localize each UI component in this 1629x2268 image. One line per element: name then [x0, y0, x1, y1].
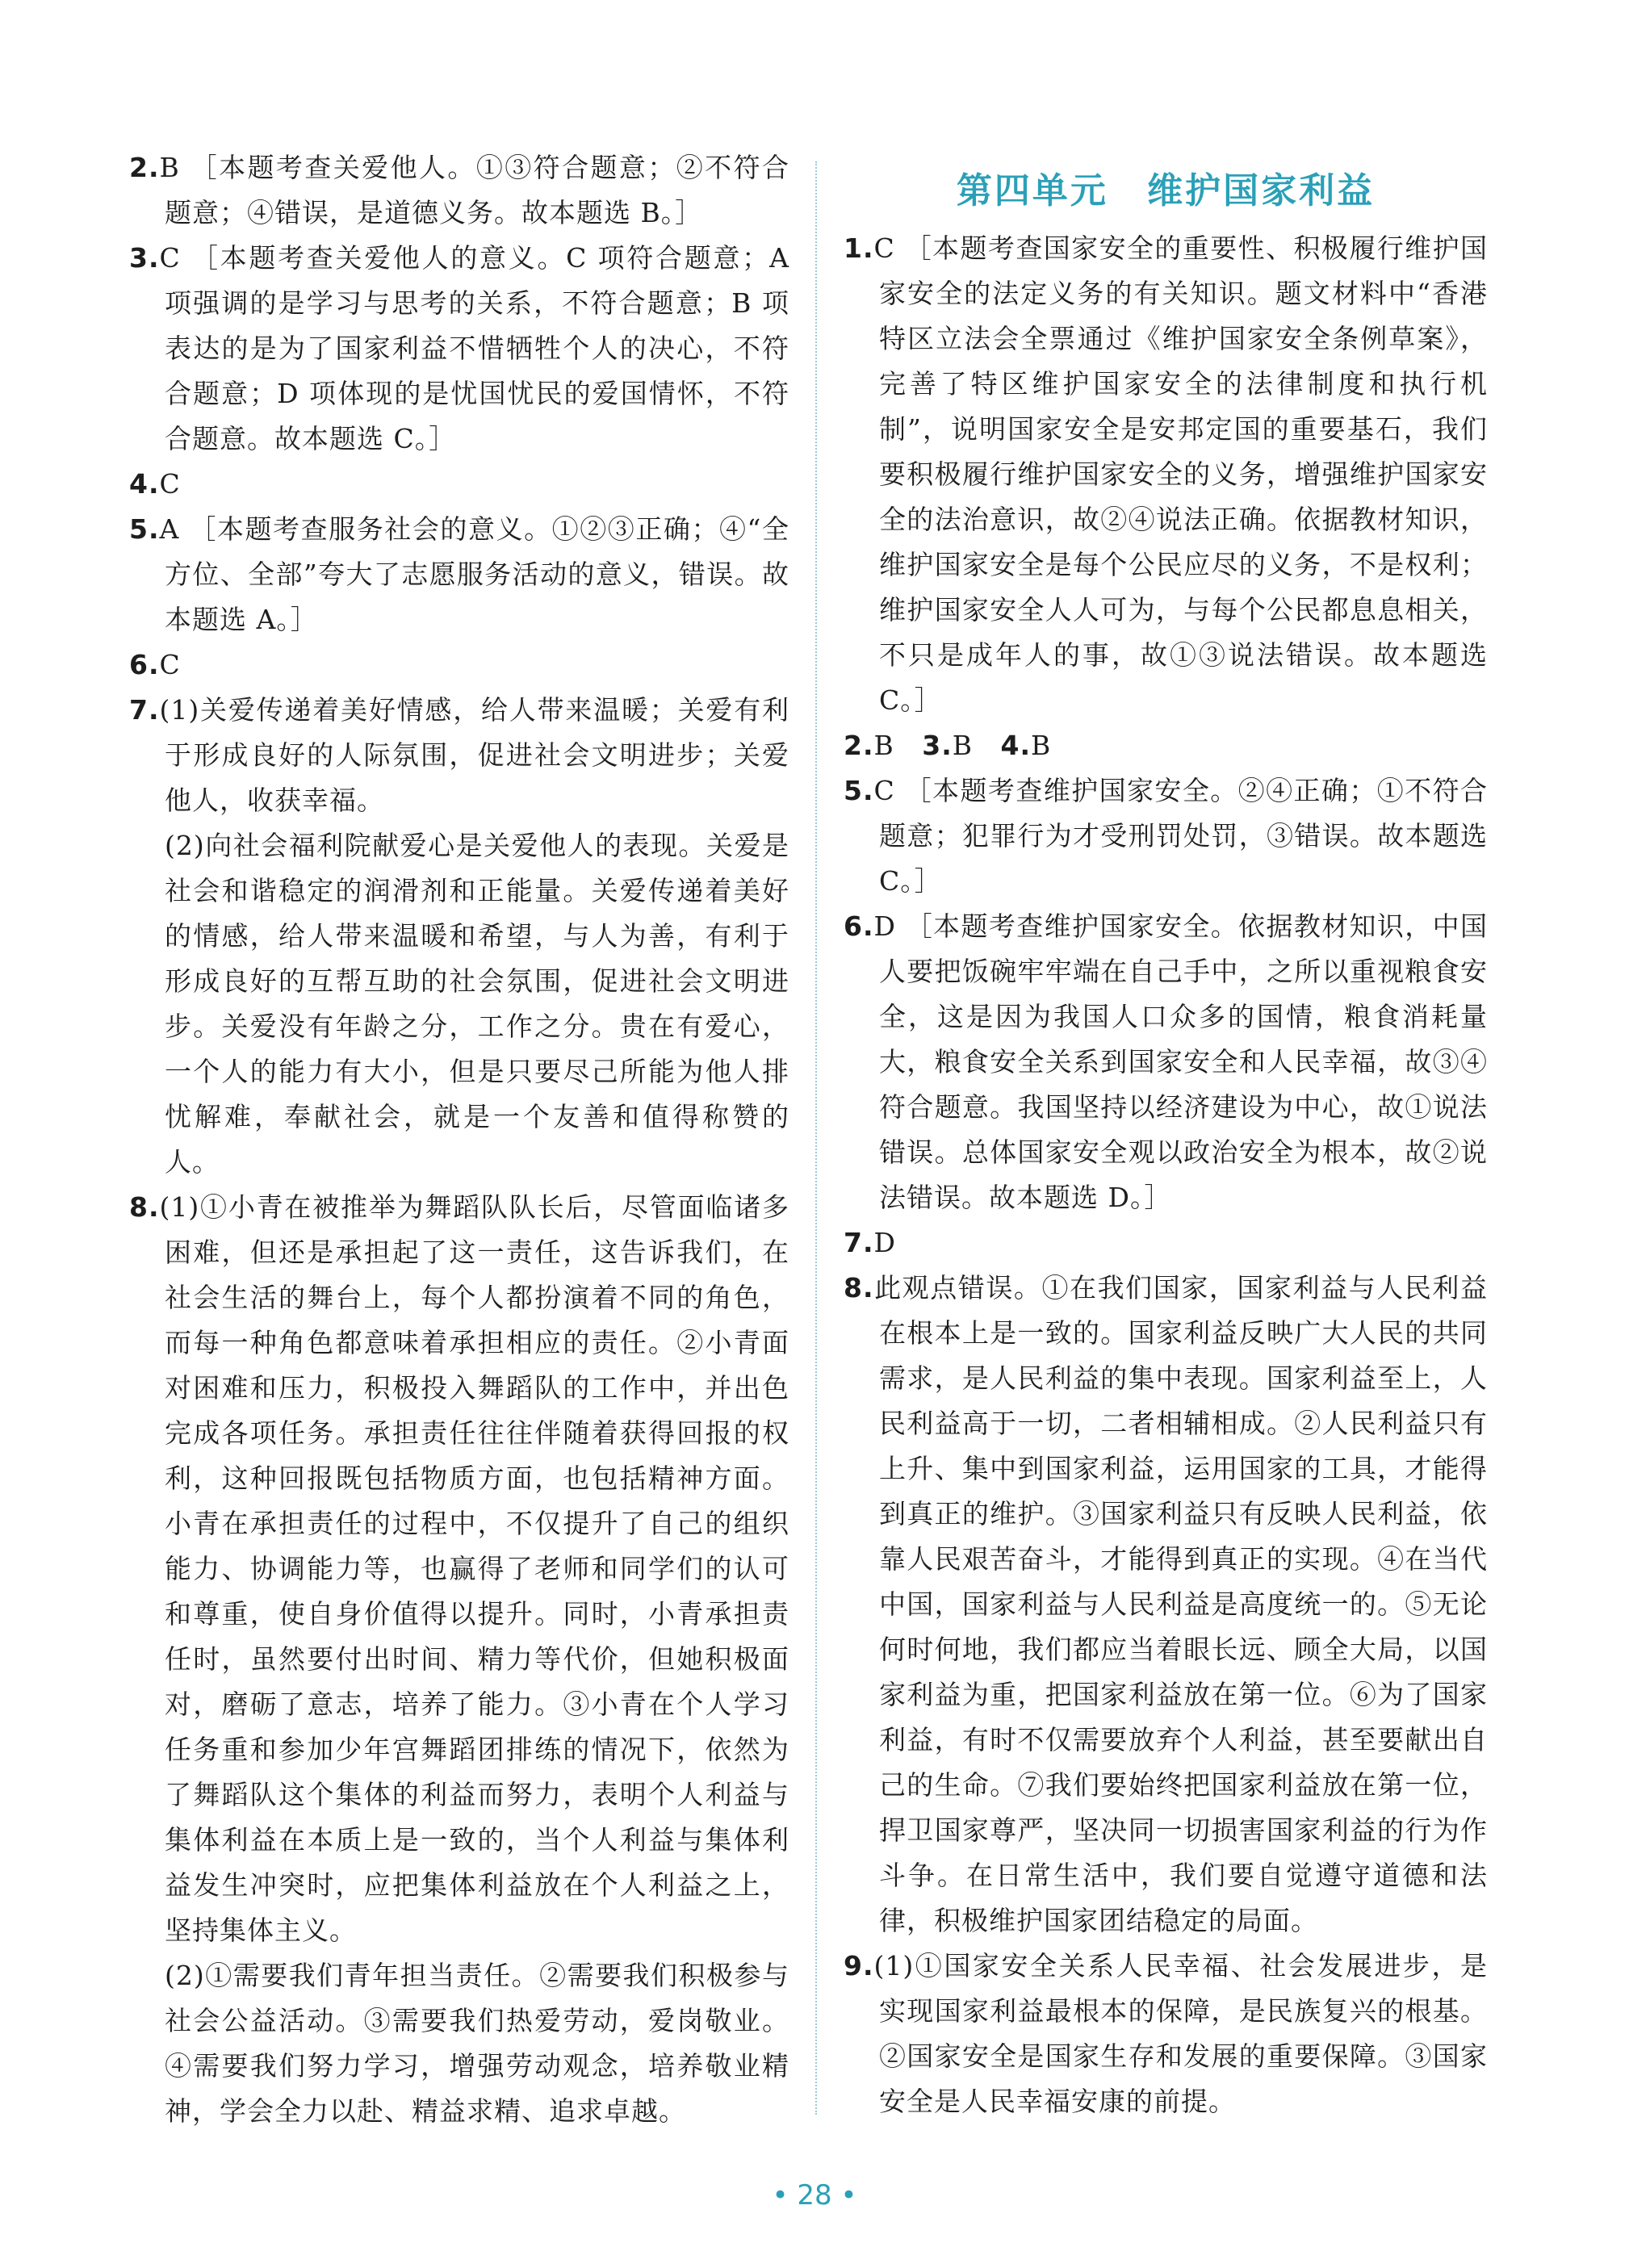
answer-text: D ［本题考查维护国家安全。依据教材知识，中国人要把饭碗牢牢端在自己手中，之所以重视粮食安全，这是因为我国人口众多的国情，粮食消耗量大，粮食安全关系到国家安全和人民幸福，故③④符合题意。我国坚持以经济建设为中心，故①说法错误。总体国家安全观以政治安全为根本，故②说法错误。故本题选 D。］	[873, 910, 1488, 1213]
answer-4: 4.C	[129, 468, 181, 500]
page-number: • 28 •	[772, 2179, 857, 2212]
answer-text: B ［本题考查关爱他人。①③符合题意；②不符合题意；④错误，是道德义务。故本题选 B。］	[159, 152, 789, 228]
answer-text: C ［本题考查维护国家安全。②④正确；①不符合题意；犯罪行为才受刑罚处罚，③错误。故本题选 C。］	[873, 775, 1488, 897]
answer-text: A ［本题考查服务社会的意义。①②③正确；④“全方位、全部”夸大了志愿服务活动的意义，错误。故本题选 A。］	[159, 513, 789, 635]
answer-text: B	[873, 730, 894, 761]
answer-text: C	[159, 649, 181, 680]
answer-text: (1)①国家安全关系人民幸福、社会发展进步，是实现国家利益最根本的保障，是民族复兴的根基。②国家安全是国家生存和发展的重要保障。③国家安全是人民幸福安康的前提。	[873, 1950, 1488, 2117]
answer-2: 2.B ［本题考查关爱他人。①③符合题意；②不符合题意；④错误，是道德义务。故本题选 B。］	[129, 152, 789, 228]
answer-6: 6.D ［本题考查维护国家安全。依据教材知识，中国人要把饭碗牢牢端在自己手中，之所以重视粮食安全，这是因为我国人口众多的国情，粮食消耗量大，粮食安全关系到国家安全和人民幸福，故③④符合题意。我国坚持以经济建设为中心，故①说法错误。总体国家安全观以政治安全为根本，故②说法错误。故本题选 D。］	[844, 910, 1488, 1213]
answer-5: 5.C ［本题考查维护国家安全。②④正确；①不符合题意；犯罪行为才受刑罚处罚，③错误。故本题选 C。］	[844, 775, 1488, 897]
answer-3: 3.C ［本题考查关爱他人的意义。C 项符合题意；A 项强调的是学习与思考的关系，不符合题意；B 项表达的是为了国家利益不惜牺牲个人的决心，不符合题意；D 项体现的是忧国忧民的爱国情怀，不符合题意。故本题选 C。］	[129, 242, 789, 454]
answer-5: 5.A ［本题考查服务社会的意义。①②③正确；④“全方位、全部”夸大了志愿服务活动的意义，错误。故本题选 A。］	[129, 513, 789, 635]
answer-text: C ［本题考查关爱他人的意义。C 项符合题意；A 项强调的是学习与思考的关系，不符合题意；B 项表达的是为了国家利益不惜牺牲个人的决心，不符合题意；D 项体现的是忧国忧民的爱国情怀，不符合题意。故本题选 C。］	[159, 242, 789, 454]
answer-7: 7.D	[844, 1227, 896, 1258]
answer-6: 6.C	[129, 649, 181, 680]
answer-8: 8.(1)①小青在被推举为舞蹈队队长后，尽管面临诸多困难，但还是承担起了这一责任，这告诉我们，在社会生活的舞台上，每个人都扮演着不同的角色，而每一种角色都意味着承担相应的责任。②小青面对困难和压力，积极投入舞蹈队的工作中，并出色完成各项任务。承担责任往往伴随着获得回报的权利，这种回报既包括物质方面，也包括精神方面。小青在承担责任的过程中，不仅提升了自己的组织能力、协调能力等，也赢得了老师和同学们的认可和尊重，使自身价值得以提升。同时，小青承担责任时，虽然要付出时间、精力等代价，但她积极面对，磨砺了意志，培养了能力。③小青在个人学习任务重和参加少年宫舞蹈团排练的情况下，依然为了舞蹈队这个集体的利益而努力，表明个人利益与集体利益在本质上是一致的，当个人利益与集体利益发生冲突时，应把集体利益放在个人利益之上，坚持集体主义。	[129, 1191, 789, 1946]
answer-text: (1)①小青在被推举为舞蹈队队长后，尽管面临诸多困难，但还是承担起了这一责任，这告诉我们，在社会生活的舞台上，每个人都扮演着不同的角色，而每一种角色都意味着承担相应的责任。②小青面对困难和压力，积极投入舞蹈队的工作中，并出色完成各项任务。承担责任往往伴随着获得回报的权利，这种回报既包括物质方面，也包括精神方面。小青在承担责任的过程中，不仅提升了自己的组织能力、协调能力等，也赢得了老师和同学们的认可和尊重，使自身价值得以提升。同时，小青承担责任时，虽然要付出时间、精力等代价，但她积极面对，磨砺了意志，培养了能力。③小青在个人学习任务重和参加少年宫舞蹈团排练的情况下，依然为了舞蹈队这个集体的利益而努力，表明个人利益与集体利益在本质上是一致的，当个人利益与集体利益发生冲突时，应把集体利益放在个人利益之上，坚持集体主义。	[159, 1191, 789, 1946]
answer-text: C ［本题考查国家安全的重要性、积极履行维护国家安全的法定义务的有关知识。题文材料中“香港特区立法会全票通过《维护国家安全条例草案》，完善了特区维护国家安全的法律制度和执行机制”，说明国家安全是安邦定国的重要基石，我们要积极履行维护国家安全的义务，增强维护国家安全的法治意识，故②④说法正确。依据教材知识，维护国家安全是每个公民应尽的义务，不是权利；维护国家安全人人可为，与每个公民都息息相关，不只是成年人的事，故①③说法错误。故本题选 C。］	[873, 232, 1488, 716]
answer-8-part-2: (2)①需要我们青年担当责任。②需要我们积极参与社会公益活动。③需要我们热爱劳动，爱岗敬业。④需要我们努力学习，增强劳动观念，培养敬业精神，学会全力以赴、精益求精、追求卓越。	[165, 1960, 789, 2127]
answer-9: 9.(1)①国家安全关系人民幸福、社会发展进步，是实现国家利益最根本的保障，是民族复兴的根基。②国家安全是国家生存和发展的重要保障。③国家安全是人民幸福安康的前提。	[844, 1950, 1488, 2117]
answer-text: B	[1031, 730, 1052, 761]
left-column	[129, 145, 789, 2134]
answer-1: 1.C ［本题考查国家安全的重要性、积极履行维护国家安全的法定义务的有关知识。题文材料中“香港特区立法会全票通过《维护国家安全条例草案》，完善了特区维护国家安全的法律制度和执行机制”，说明国家安全是安邦定国的重要基石，我们要积极履行维护国家安全的义务，增强维护国家安全的法治意识，故②④说法正确。依据教材知识，维护国家安全是每个公民应尽的义务，不是权利；维护国家安全人人可为，与每个公民都息息相关，不只是成年人的事，故①③说法错误。故本题选 C。］	[844, 232, 1488, 716]
column-divider	[815, 161, 817, 2115]
unit-title: 第四单元 维护国家利益	[956, 170, 1376, 211]
answer-text: D	[873, 1227, 896, 1258]
answer-8: 8.此观点错误。①在我们国家，国家利益与人民利益在根本上是一致的。国家利益反映广大人民的共同需求，是人民利益的集中表现。国家利益至上，人民利益高于一切，二者相辅相成。②人民利益只有上升、集中到国家利益，运用国家的工具，才能得到真正的维护。③国家利益只有反映人民利益，依靠人民艰苦奋斗，才能得到真正的实现。④在当代中国，国家利益与人民利益是高度统一的。⑤无论何时何地，我们都应当着眼长远、顾全大局，以国家利益为重，把国家利益放在第一位。⑥为了国家利益，有时不仅需要放弃个人利益，甚至要献出自己的生命。⑦我们要始终把国家利益放在第一位，捍卫国家尊严，坚决同一切损害国家利益的行为作斗争。在日常生活中，我们要自觉遵守道德和法律，积极维护国家团结稳定的局面。	[844, 1272, 1488, 1936]
answer-text: C	[159, 468, 181, 500]
right-column	[844, 226, 1488, 2124]
answer-text: 此观点错误。①在我们国家，国家利益与人民利益在根本上是一致的。国家利益反映广大人民的共同需求，是人民利益的集中表现。国家利益至上，人民利益高于一切，二者相辅相成。②人民利益只有上升、集中到国家利益，运用国家的工具，才能得到真正的维护。③国家利益只有反映人民利益，依靠人民艰苦奋斗，才能得到真正的实现。④在当代中国，国家利益与人民利益是高度统一的。⑤无论何时何地，我们都应当着眼长远、顾全大局，以国家利益为重，把国家利益放在第一位。⑥为了国家利益，有时不仅需要放弃个人利益，甚至要献出自己的生命。⑦我们要始终把国家利益放在第一位，捍卫国家尊严，坚决同一切损害国家利益的行为作斗争。在日常生活中，我们要自觉遵守道德和法律，积极维护国家团结稳定的局面。	[873, 1272, 1488, 1936]
answer-7: 7.(1)关爱传递着美好情感，给人带来温暖；关爱有利于形成良好的人际氛围，促进社会文明进步；关爱他人，收获幸福。	[129, 694, 789, 816]
answer-text: B	[952, 730, 974, 761]
answer-text: (1)关爱传递着美好情感，给人带来温暖；关爱有利于形成良好的人际氛围，促进社会文明进步；关爱他人，收获幸福。	[159, 694, 789, 816]
answer-7-part-2: (2)向社会福利院献爱心是关爱他人的表现。关爱是社会和谐稳定的润滑剂和正能量。关爱传递着美好的情感，给人带来温暖和希望，与人为善，有利于形成良好的互帮互助的社会氛围，促进社会文明进步。关爱没有年龄之分，工作之分。贵在有爱心，一个人的能力有大小，但是只要尽己所能为他人排忧解难，奉献社会，就是一个友善和值得称赞的人。	[165, 830, 789, 1178]
answers-2-4: 2.B 3.B 4.B	[844, 730, 1052, 761]
